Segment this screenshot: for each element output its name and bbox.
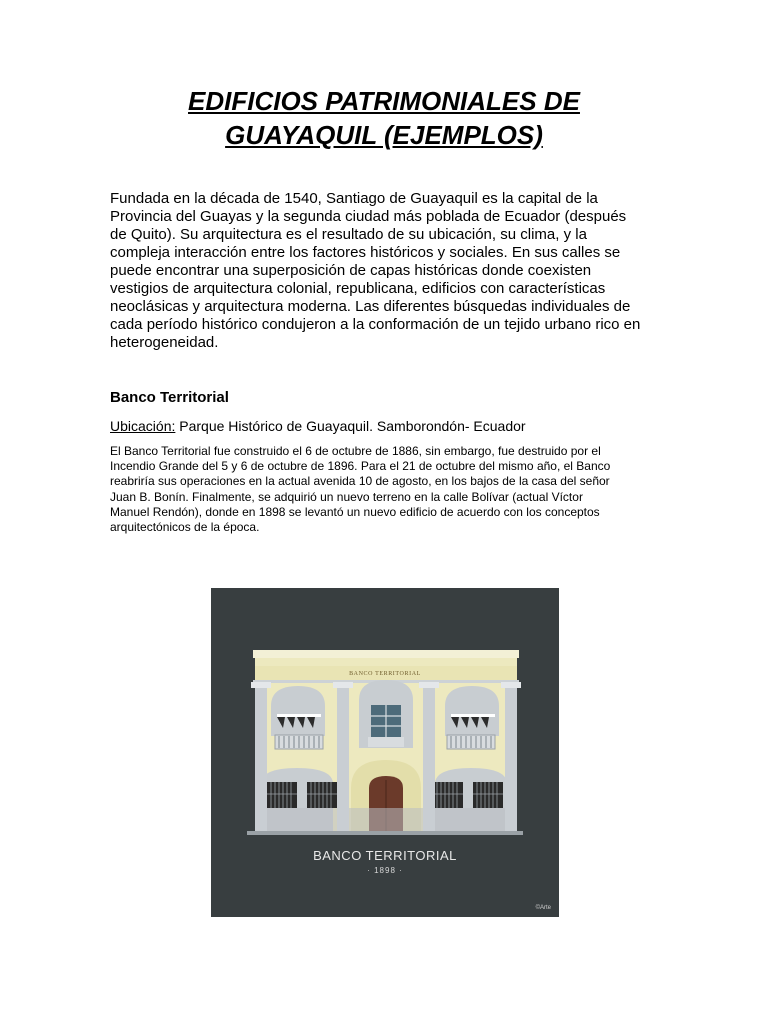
intro-line: de Quito). Su arquitectura es el resultado de su ubicación, su clima, y la [110,226,587,243]
intro-line: compleja interacción entre los factores históricos y sociales. En sus calles se [110,244,621,261]
page-title-line-2: GUAYAQUIL (EJEMPLOS) [225,120,543,150]
intro-line: vestigios de arquitectura colonial, republicana, edificios con características [110,280,606,297]
upper-left-arch [271,686,325,736]
stone-base [257,808,513,831]
intro-line: Fundada en la década de 1540, Santiago de Guayaquil es la capital de la [110,190,598,207]
location-value: Parque Histórico de Guayaquil. Samborondón- Ecuador [175,418,526,434]
lower-window-1 [267,782,297,808]
body-line: El Banco Territorial fue construido el 6 de octubre de 1886, sin embargo, fue destruido por el [110,444,601,458]
location-label: Ubicación: [110,418,176,434]
intro-line: heterogeneidad. [110,334,219,351]
section-heading: Banco Territorial [110,389,229,406]
intro-line: Provincia del Guayas y la segunda ciudad más poblada de Ecuador (después [110,208,627,225]
roof-band-lower [255,658,517,666]
illustration-caption-year: · 1898 · [367,866,403,875]
building-sign: BANCO TERRITORIAL [349,671,421,677]
page-title-line-1: EDIFICIOS PATRIMONIALES DE [188,86,580,116]
body-line: Manuel Rendón), donde en 1898 se levantó un nuevo edificio de acuerdo con los conceptos [110,504,600,519]
upper-right-arch [445,686,499,736]
intro-line: cada período histórico condujeron a la conformación de un tejido urbano rico en [110,316,641,333]
lower-window-4 [473,782,503,808]
illustration-credit: ©Arte [535,905,551,911]
intro-paragraph [110,190,670,352]
intro-line: neoclásicas y arquitectura moderna. Las diferentes búsquedas individuales de [110,298,631,315]
building-illustration [211,588,559,917]
ground-line [247,831,523,835]
lower-window-3 [433,782,463,808]
location-line [110,418,526,434]
body-line: Juan B. Bonín. Finalmente, se adquirió un nuevo terreno en la calle Bolívar (actual Víctor [110,489,583,504]
center-sill [368,737,404,747]
lower-window-2 [307,782,337,808]
body-line: arquitectónicos de la época. [110,520,260,535]
page-title [0,84,768,152]
section-body [110,444,670,535]
body-line: reabriría sus operaciones en la actual avenida 10 de agosto, en los bajos de la casa del señor [110,474,610,489]
intro-line: puede encontrar una superposición de capas históricas donde coexisten [110,262,592,279]
roof-band [253,650,519,658]
body-line: Incendio Grande del 5 y 6 de octubre de 1896. Para el 21 de octubre del mismo año, el Banco [110,459,611,474]
illustration-caption-title: BANCO TERRITORIAL [313,848,457,863]
